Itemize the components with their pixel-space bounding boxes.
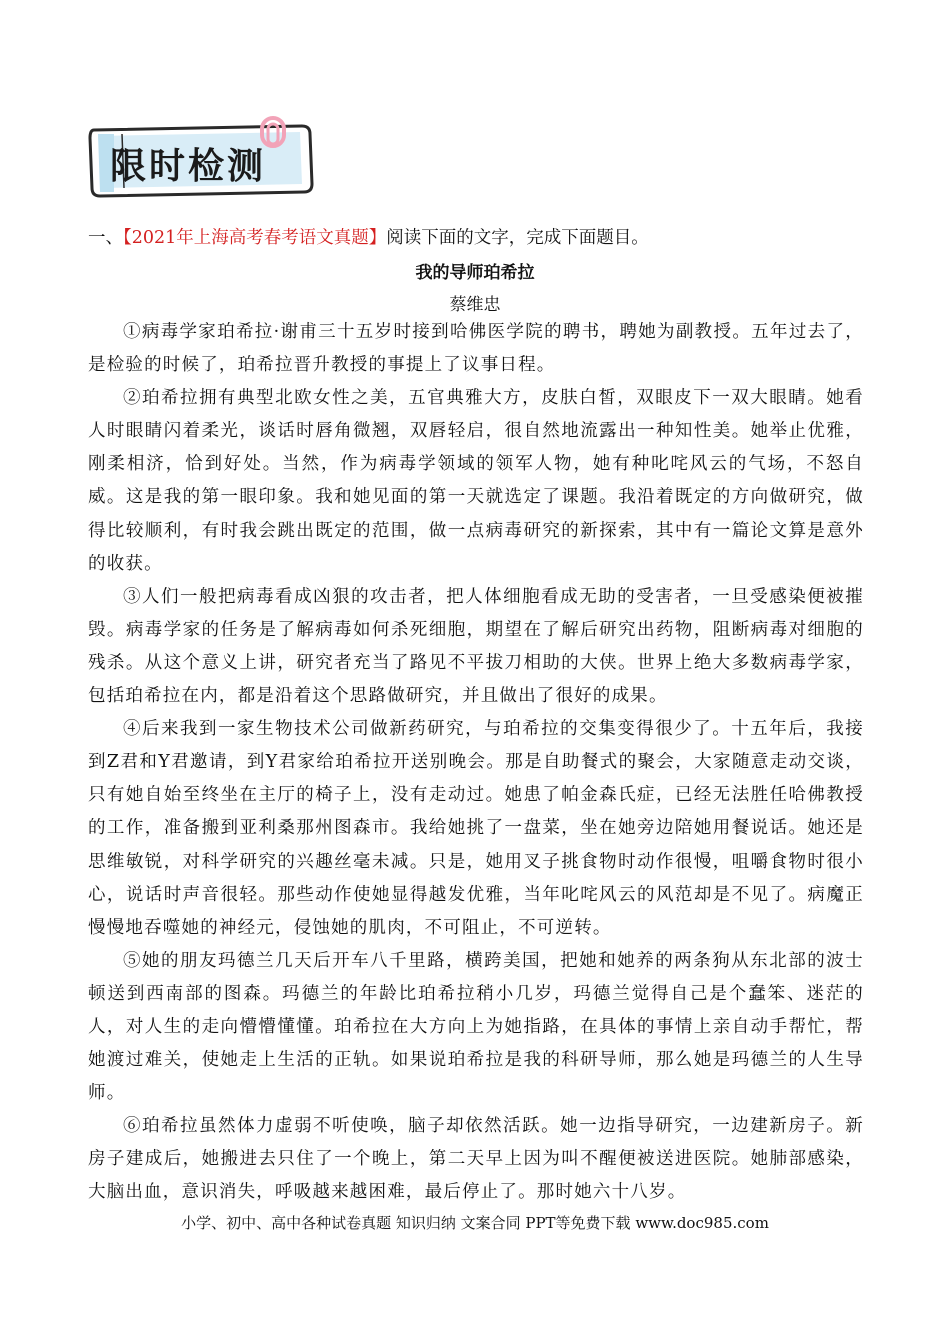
paragraph-4: ④后来我到一家生物技术公司做新药研究，与珀希拉的交集变得很少了。十五年后，我接到Z君和Y君邀请，到Y君家给珀希拉开送别晚会。那是自助餐式的聚会，大家随意走动交谈，只有她自始至终坐在主厅的椅子上，没有走动过。她患了帕金森氏症，已经无法胜任哈佛教授的工作，准备搬到亚利桑那州图森市。我给她挑了一盘菜，坐在她旁边陪她用餐说话。她还是思维敏锐，对科学研究的兴趣丝毫未减。只是，她用叉子挑食物时动作很慢，咀嚼食物时很小心，说话时声音很轻。那些动作使她显得越发优雅，当年叱咤风云的风范却是不见了。病魔正慢慢地吞噬她的神经元，侵蚀她的肌肉，不可阻止，不可逆转。 xyxy=(88,719,864,938)
paragraph-2: ②珀希拉拥有典型北欧女性之美，五官典雅大方，皮肤白皙，双眼皮下一双大眼睛。她看人时眼睛闪着柔光，谈话时唇角微翘，双唇轻启，很自然地流露出一种知性美。她举止优雅，刚柔相济，恰到好处。当然，作为病毒学领域的领军人物，她有种叱咤风云的气场，不怒自威。这是我的第一眼印象。我和她见面的第一天就选定了课题。我沿着既定的方向做研究，做得比较顺利，有时我会跳出既定的范围，做一点病毒研究的新探索，其中有一篇论文算是意外的收获。 xyxy=(88,388,864,574)
article-author: 蔡维忠 xyxy=(449,295,501,315)
paragraph-5: ⑤她的朋友玛德兰几天后开车八千里路，横跨美国，把她和她养的两条狗从东北部的波士 顿送到西南部的图森。玛德兰的年龄比珀希拉稍小几岁，玛德兰觉得自己是个蠢笨、迷茫的人，对人生的走向懵懵懂懂。珀希拉在大方向上为她指路，在具体的事情上亲自动手帮忙，帮她渡过难关，使她走上生活的正轨。如果说珀希拉是我的科研导师，那么她是玛德兰的人生导师。 xyxy=(88,950,864,1104)
question-number: 一、 xyxy=(88,228,123,248)
paragraph-1: ①病毒学家珀希拉·谢甫三十五岁时接到哈佛医学院的聘书，聘她为副教授。五年过去了，是检验的时候了，珀希拉晋升教授的事提上了议事日程。 xyxy=(88,322,864,376)
page-footer: 小学、初中、高中各种试卷真题 知识归纳 文案合同 PPT等免费下载 www.doc985.com xyxy=(181,1214,769,1232)
question-source: 【2021年上海高考春考语文真题】 xyxy=(123,228,387,248)
banner-title: 限时检测 xyxy=(110,146,267,187)
article-title: 我的导师珀希拉 xyxy=(415,263,535,283)
question-header xyxy=(88,224,649,249)
question-instruction: 阅读下面的文字，完成下面题目。 xyxy=(386,228,649,248)
section-banner xyxy=(88,122,318,200)
paragraph-3: ③人们一般把病毒看成凶狠的攻击者，把人体细胞看成无助的受害者，一旦受感染便被摧毁。病毒学家的任务是了解病毒如何杀死细胞，期望在了解后研究出药物，阻断病毒对细胞的残杀。从这个意义上讲，研究者充当了路见不平拔刀相助的大侠。世界上绝大多数病毒学家，包括珀希拉在内，都是沿着这个思路做研究，并且做出了很好的成果。 xyxy=(88,586,864,707)
article-body xyxy=(88,316,864,1210)
paragraph-6: ⑥珀希拉虽然体力虚弱不听使唤，脑子却依然活跃。她一边指导研究，一边建新房子。新房子建成后，她搬进去只住了一个晚上，第二天早上因为叫不醒便被送进医院。她肺部感染，大脑出血，意识消失，呼吸越来越困难，最后停止了。那时她六十八岁。 xyxy=(88,1116,864,1203)
